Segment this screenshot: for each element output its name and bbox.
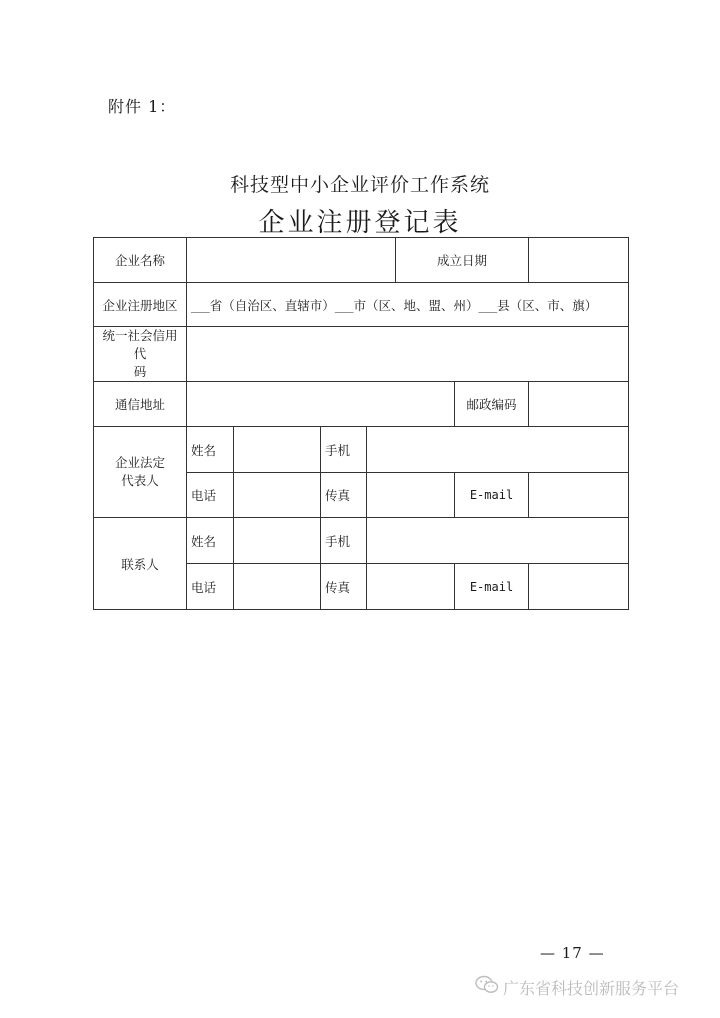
contact-name-label: 姓名 (187, 518, 234, 564)
contact-fax-label: 传真 (321, 564, 367, 610)
contact-email-field[interactable] (529, 564, 629, 610)
watermark (475, 974, 679, 1000)
row-region (94, 283, 629, 327)
wechat-icon (475, 975, 503, 999)
legal-rep-label-line2: 代表人 (121, 473, 159, 488)
postal-code-field[interactable] (529, 382, 629, 427)
contact-name-field[interactable] (234, 518, 321, 564)
company-name-field[interactable] (187, 238, 396, 283)
legal-rep-mobile-label: 手机 (321, 427, 367, 473)
row-credit-code (94, 327, 629, 382)
founding-date-field[interactable] (529, 238, 629, 283)
legal-rep-email-label: E-mail (455, 473, 529, 518)
company-name-label: 企业名称 (94, 238, 187, 283)
document-title: 企业注册登记表 (258, 208, 462, 238)
contact-mobile-field[interactable] (367, 518, 629, 564)
contact-fax-field[interactable] (367, 564, 455, 610)
address-field[interactable] (187, 382, 455, 427)
legal-rep-label-line1: 企业法定 (114, 455, 165, 470)
attachment-label: 附件 1： (108, 97, 177, 116)
row-address (94, 382, 629, 427)
legal-rep-name-field[interactable] (234, 427, 321, 473)
address-label: 通信地址 (94, 382, 187, 427)
founding-date-label: 成立日期 (396, 238, 529, 283)
legal-rep-fax-field[interactable] (367, 473, 455, 518)
credit-code-label-line2: 码 (133, 364, 147, 379)
contact-label: 联系人 (94, 518, 187, 610)
row-contact-1 (94, 518, 629, 564)
page-number: — 17 — (540, 944, 605, 962)
contact-phone-label: 电话 (187, 564, 234, 610)
contact-phone-field[interactable] (234, 564, 321, 610)
registration-table (93, 237, 629, 610)
legal-rep-mobile-field[interactable] (367, 427, 629, 473)
row-company-name (94, 238, 629, 283)
credit-code-label-line1: 统一社会信用代 (102, 328, 178, 361)
watermark-text: 广东省科技创新服务平台 (503, 978, 680, 998)
legal-rep-phone-label: 电话 (187, 473, 234, 518)
legal-rep-label (94, 427, 187, 518)
row-legal-rep-1 (94, 427, 629, 473)
legal-rep-fax-label: 传真 (321, 473, 367, 518)
legal-rep-name-label: 姓名 (187, 427, 234, 473)
region-field[interactable]: ___省（自治区、直辖市）___市（区、地、盟、州）___县（区、市、旗） (187, 283, 629, 327)
credit-code-label (94, 327, 187, 382)
legal-rep-email-field[interactable] (529, 473, 629, 518)
region-label: 企业注册地区 (94, 283, 187, 327)
legal-rep-phone-field[interactable] (234, 473, 321, 518)
credit-code-field[interactable] (187, 327, 629, 382)
registration-form (93, 237, 628, 600)
postal-code-label: 邮政编码 (455, 382, 529, 427)
document-subtitle: 科技型中小企业评价工作系统 (229, 174, 490, 196)
contact-mobile-label: 手机 (321, 518, 367, 564)
contact-email-label: E-mail (455, 564, 529, 610)
